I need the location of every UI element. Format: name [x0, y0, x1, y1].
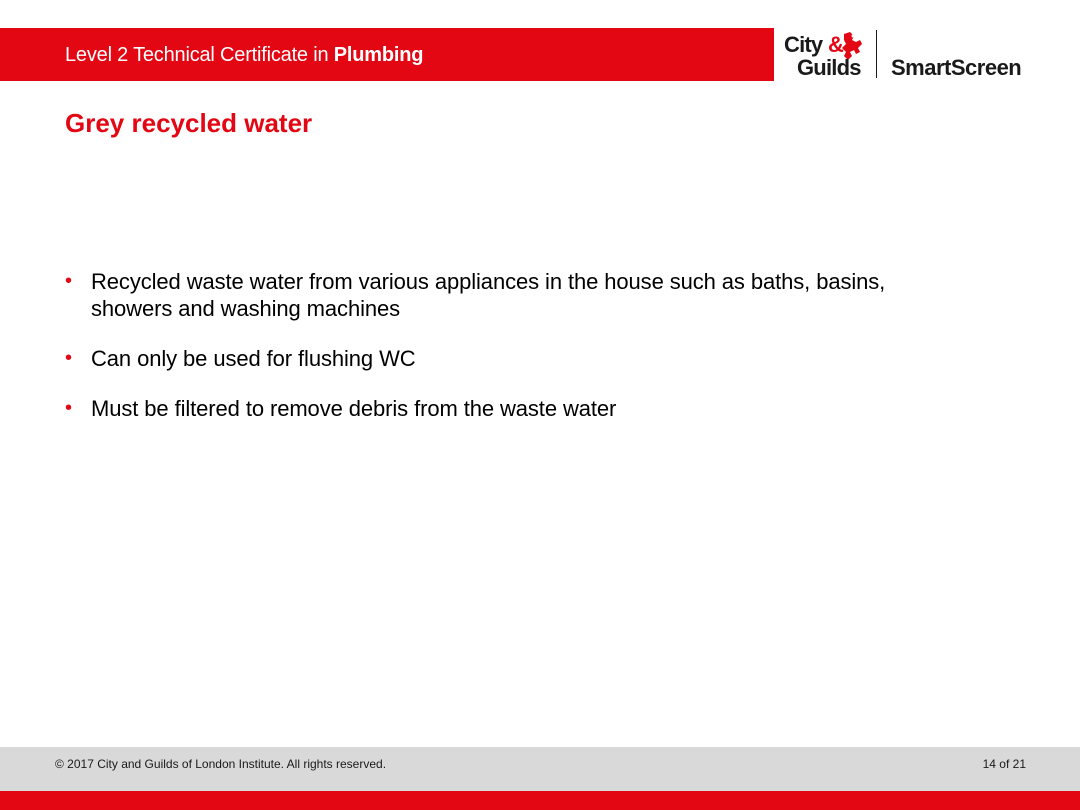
header-title	[65, 44, 423, 67]
bullet-item	[65, 345, 965, 372]
svg-text:&: &	[828, 32, 844, 57]
bullet-text: Recycled waste water from various appliances in the house such as baths, basins, showers and washing machines	[91, 269, 886, 321]
bullet-dot-icon: •	[65, 347, 72, 369]
header-title-prefix: Level 2 Technical Certificate in	[65, 44, 334, 66]
bullet-text: Must be filtered to remove debris from the waste water	[91, 396, 617, 421]
bullet-item	[65, 395, 965, 422]
bullet-text: Can only be used for flushing WC	[91, 346, 416, 371]
bottom-accent-bar	[0, 791, 1080, 810]
bullet-item	[65, 268, 965, 322]
logo-smartscreen-text: SmartScreen	[891, 55, 1022, 80]
bullet-list	[65, 268, 965, 445]
logo-divider	[876, 30, 877, 78]
footer-copyright: © 2017 City and Guilds of London Institute. All rights reserved.	[55, 757, 387, 771]
header-title-subject: Plumbing	[333, 44, 424, 66]
logo-guilds-text: Guilds	[797, 55, 861, 80]
page-number: 14 of 21	[982, 757, 1026, 771]
bullet-dot-icon: •	[65, 270, 72, 292]
logo-city-text: City	[784, 32, 823, 57]
slide-title: Grey recycled water	[65, 108, 313, 138]
city-guilds-smartscreen-logo	[784, 30, 1029, 82]
bullet-dot-icon: •	[65, 397, 72, 419]
